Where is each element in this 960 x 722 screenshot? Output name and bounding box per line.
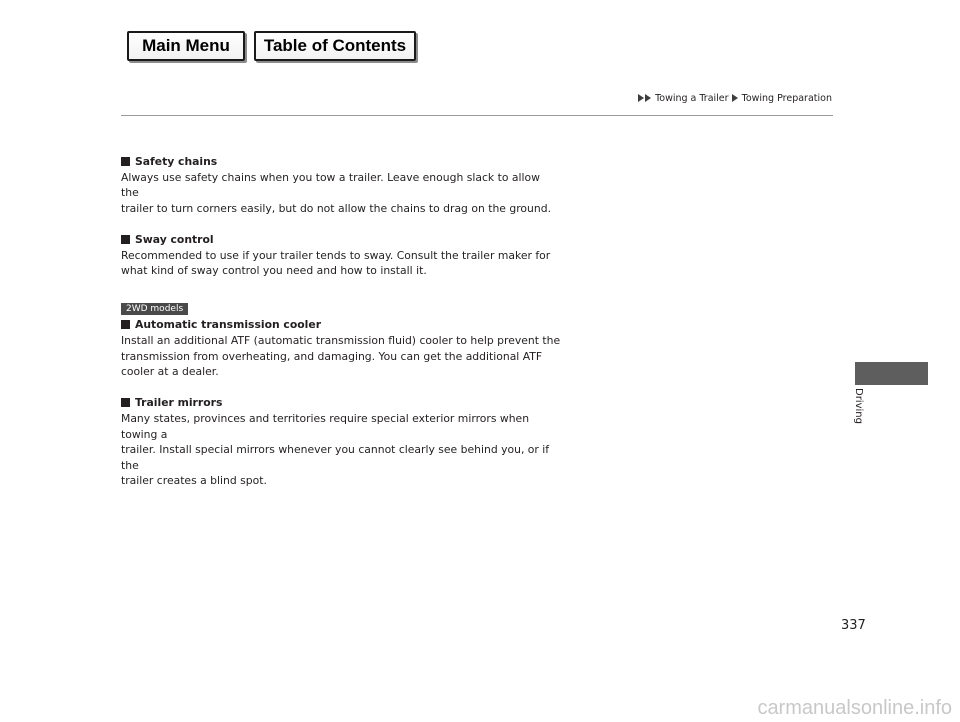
square-bullet-icon <box>121 157 130 166</box>
section-heading <box>121 317 561 333</box>
section-body: Recommended to use if your trailer tends to sway. Consult the trailer maker for what kind of sway control you need and how to install it. <box>121 248 551 278</box>
breadcrumb-item-towing-preparation[interactable]: Towing Preparation <box>741 93 832 104</box>
section-heading-text: Automatic transmission cooler <box>135 318 322 332</box>
page-number: 337 <box>841 618 866 633</box>
section-body: Always use safety chains when you tow a trailer. Leave enough slack to allow the trailer to turn corners easily, but do not allow the chains to drag on the ground. <box>121 170 552 215</box>
header-rule <box>121 115 833 116</box>
section-trailer-mirrors <box>121 395 561 489</box>
section-sway-control <box>121 232 561 279</box>
section-body: Install an additional ATF (automatic transmission fluid) cooler to help prevent the transmission from overheating, and damaging. You can get the additional ATF cooler at a dealer. <box>121 333 561 379</box>
watermark: carmanualsonline.info <box>757 697 952 719</box>
square-bullet-icon <box>121 320 130 329</box>
breadcrumb-item-towing-a-trailer[interactable]: Towing a Trailer <box>655 93 729 104</box>
section-transmission-cooler <box>121 294 561 379</box>
model-badge: 2WD models <box>121 303 188 315</box>
section-heading <box>121 154 561 170</box>
chapter-tab-label: Driving <box>853 388 864 424</box>
section-heading-text: Sway control <box>135 232 214 246</box>
table-of-contents-button[interactable]: Table of Contents <box>254 31 416 61</box>
chapter-tab[interactable] <box>855 362 928 385</box>
main-menu-button[interactable]: Main Menu <box>127 31 245 61</box>
page-content <box>121 154 561 504</box>
section-heading <box>121 395 561 411</box>
breadcrumb-arrow-icon <box>638 94 644 102</box>
section-heading-text: Trailer mirrors <box>135 396 223 410</box>
section-body: Many states, provinces and territories require special exterior mirrors when towing a trailer. Install special mirrors whenever you cannot clearly see behind you, or if the trailer creates a blind spot. <box>121 411 550 488</box>
square-bullet-icon <box>121 235 130 244</box>
section-heading-text: Safety chains <box>135 155 218 168</box>
breadcrumb-arrow-icon <box>732 94 738 102</box>
section-safety-chains <box>121 154 561 216</box>
breadcrumb <box>638 93 832 104</box>
square-bullet-icon <box>121 398 130 407</box>
section-heading <box>121 232 561 248</box>
breadcrumb-arrow-icon <box>645 94 651 102</box>
